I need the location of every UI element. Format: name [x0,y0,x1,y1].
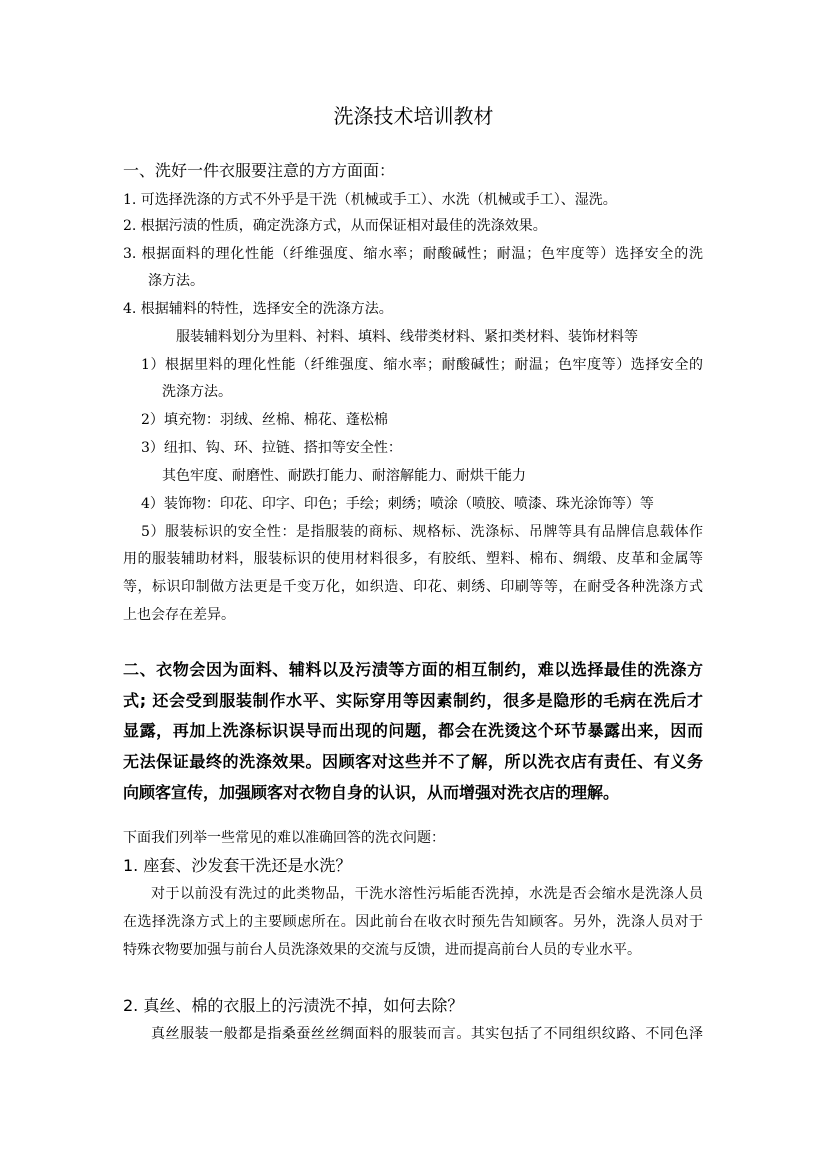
section1-item-3-line-1: 3. 根据面料的理化性能（纤维强度、缩水率；耐酸碱性；耐温；色牢度等）选择安全的洗 [123,246,703,262]
section1-sub-5-line-2: 用的服装辅助材料，服装标识的使用材料很多，有胶纸、塑料、棉布、绸缎、皮革和金属等 [123,551,703,567]
section1-item-4-note: 服装辅料划分为里料、衬料、填料、线带类材料、紧扣类材料、装饰材料等 [176,329,638,345]
section2-line-1: 二、衣物会因为面料、辅料以及污渍等方面的相互制约，难以选择最佳的洗涤方 [123,660,703,679]
section2-line-3: 显露，再加上洗涤标识误导而出现的问题，都会在洗烫这个环节暴露出来，因而 [123,721,703,740]
section2-line-5: 向顾客宣传，加强顾客对衣物自身的认识，从而增强对洗衣店的理解。 [123,783,620,802]
faq-intro: 下面我们列举一些常见的难以准确回答的洗衣问题： [123,830,445,846]
answer-1-line-2: 在选择洗涤方式上的主要顾虑所在。因此前台在收衣时预先告知顾客。另外，洗涤人员对于 [123,914,703,930]
section2-line-4: 无法保证最终的洗涤效果。因顾客对这些并不了解，所以洗衣店有责任、有义务 [123,752,703,771]
section1-item-1: 1. 可选择洗涤的方式不外乎是干洗（机械或手工）、水洗（机械或手工）、湿洗。 [123,192,617,208]
section1-heading: 一、洗好一件衣服要注意的方方面面： [123,161,396,180]
section1-sub-3-note: 其色牢度、耐磨性、耐跌打能力、耐溶解能力、耐烘干能力 [162,468,526,484]
section1-item-2: 2. 根据污渍的性质，确定洗涤方式，从而保证相对最佳的洗涤效果。 [123,218,547,234]
answer-1-line-3: 特殊衣物要加强与前台人员洗涤效果的交流与反馈，进而提高前台人员的专业水平。 [123,942,641,958]
document-title: 洗涤技术培训教材 [333,104,494,128]
section1-sub-5-line-3: 等，标识印制做方法更是千变万化，如织造、印花、刺绣、印刷等等，在耐受各种洗涤方式 [123,579,703,595]
section1-sub-4: 4）装饰物：印花、印字、印色；手绘；刺绣；喷涂（喷胶、喷漆、珠光涂饰等）等 [141,496,654,512]
section1-item-4: 4. 根据辅料的特性，选择安全的洗涤方法。 [123,301,393,317]
section1-sub-5-line-1: 5）服装标识的安全性：是指服装的商标、规格标、洗涤标、吊牌等具有品牌信息载体作 [141,524,703,540]
section1-sub-2: 2）填充物：羽绒、丝棉、棉花、蓬松棉 [141,412,388,428]
section1-item-3-line-2: 涤方法。 [148,273,204,289]
section1-sub-3: 3）纽扣、钩、环、拉链、搭扣等安全性： [141,440,402,456]
question-2: 2. 真丝、棉的衣服上的污渍洗不掉，如何去除？ [123,996,464,1015]
section2-line-2: 式; 还会受到服装制作水平、实际穿用等因素制约，很多是隐形的毛病在洗后才 [123,691,703,710]
section1-sub-1-line-1: 1）根据里料的理化性能（纤维强度、缩水率；耐酸碱性；耐温；色牢度等）选择安全的 [141,357,703,373]
answer-1-line-1: 对于以前没有洗过的此类物品，干洗水溶性污垢能否洗掉，水洗是否会缩水是洗涤人员 [151,886,703,902]
section1-sub-1-line-2: 洗涤方法。 [162,384,232,400]
answer-2-line-1: 真丝服装一般都是指桑蚕丝丝绸面料的服装而言。其实包括了不同组织纹路、不同色泽 [151,1026,703,1042]
section1-sub-5-line-4: 上也会存在差异。 [123,607,235,623]
question-1: 1. 座套、沙发套干洗还是水洗？ [123,856,352,875]
